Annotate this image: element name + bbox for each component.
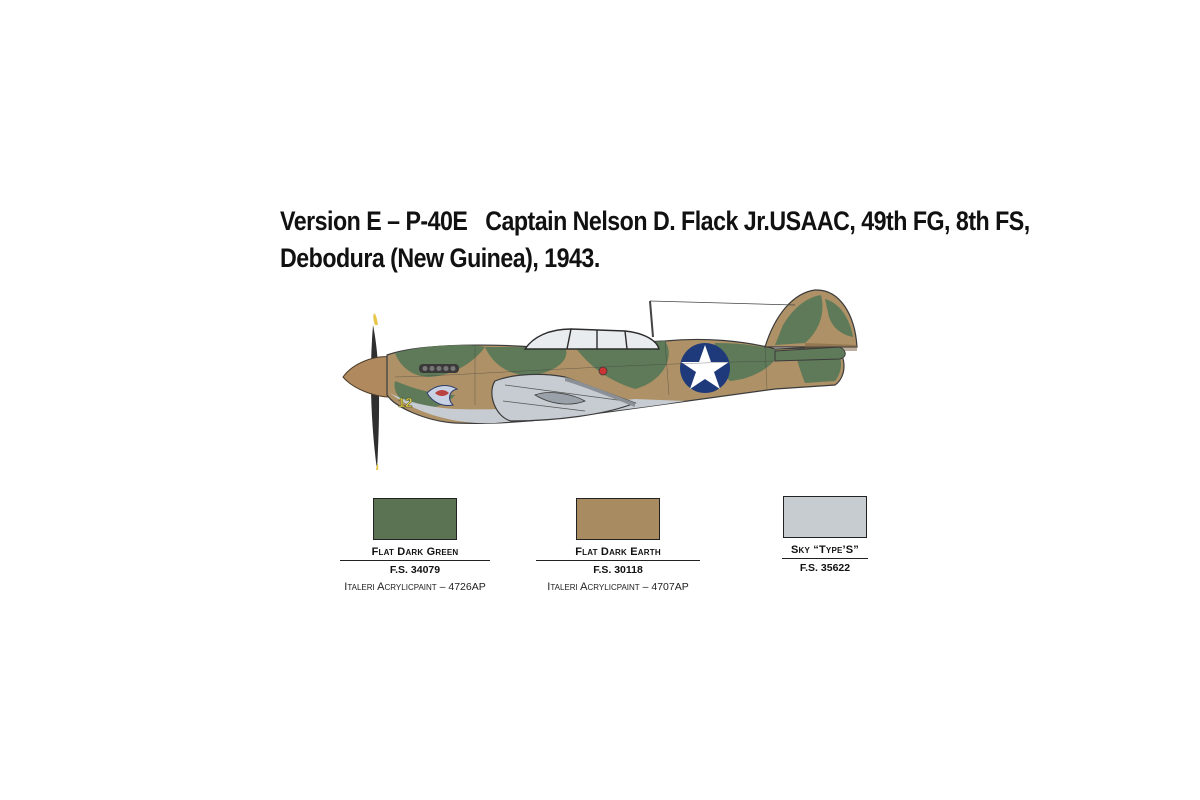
swatch-name: Sky “Type’S” [782,544,868,559]
paint-code: – 4707AP [642,581,689,593]
tail-fin [765,290,857,351]
version-title [280,203,1030,277]
usaaf-insignia [680,343,730,393]
fuel-marker [599,367,607,375]
swatch-fs-code: F.S. 34079 [389,564,441,576]
color-swatch-flat-dark-green [340,498,490,593]
fuselage-code: 12 [398,395,413,410]
version-title-line-2: Debodura (New Guinea), 1943. [280,243,600,273]
swatch-chip [373,498,457,540]
spinner [343,357,390,397]
cockpit-canopy [525,329,659,349]
swatch-paint-line [536,581,700,593]
swatch-paint-line [340,581,490,593]
exhaust-stacks [419,364,459,373]
swatch-chip [576,498,660,540]
swatch-name: Flat Dark Earth [536,546,700,561]
paint-brand: Italeri Acrylicpaint [547,581,640,593]
swatch-fs-code: F.S. 35622 [799,562,851,574]
swatch-name: Flat Dark Green [340,546,490,561]
swatch-fs-code: F.S. 30118 [593,564,643,576]
color-swatch-flat-dark-earth [536,498,700,593]
swatch-chip [783,496,867,538]
color-swatch-sky-type-s [782,496,868,574]
p40e-profile-illustration [335,285,870,475]
version-title-line-1: Version E – P-40E Captain Nelson D. Flack Jr.USAAC, 49th FG, 8th FS, [280,206,1030,236]
paint-brand: Italeri Acrylicpaint [344,581,437,593]
paint-code: – 4726AP [439,581,486,593]
